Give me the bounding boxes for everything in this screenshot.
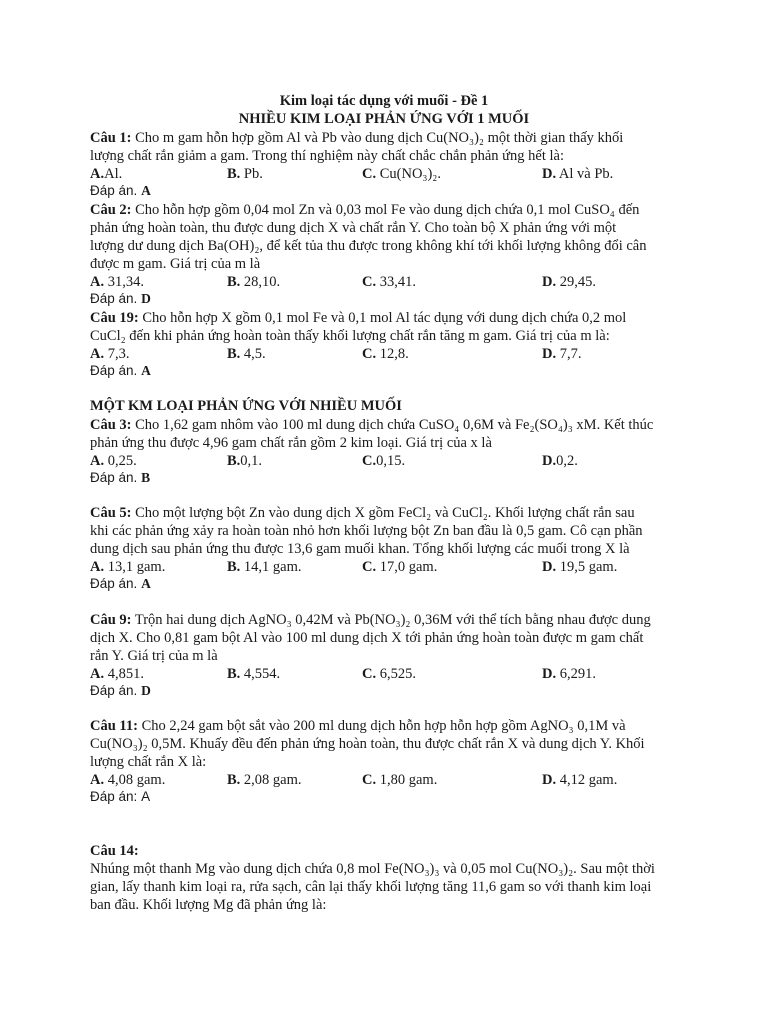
answer-line: Đáp án. A xyxy=(90,363,151,378)
question-text: lượng chất rắn giảm a gam. Trong thí nghiệm này chất chắc chắn phản ứng hết là: xyxy=(90,148,564,164)
option-d: D. 19,5 gam. xyxy=(542,559,618,575)
answer-line: Đáp án. D xyxy=(90,683,151,698)
option-d: D. 4,12 gam. xyxy=(542,772,618,788)
question-text: khi các phản ứng xảy ra hoàn toàn nhỏ hơn khối lượng bột Zn ban đầu là 0,5 gam. Cô cạn phần xyxy=(90,523,643,539)
question-text: dung dịch sau phản ứng thu được 13,6 gam muối khan. Tổng khối lượng các muối trong X là xyxy=(90,541,630,557)
option-c: C. 6,525. xyxy=(362,666,416,682)
question-text: Cho hỗn hợp gồm 0,04 mol Zn và 0,03 mol Fe vào dung dịch chứa 0,1 mol CuSO₄ đến xyxy=(131,202,640,218)
option-a: A. 31,34. xyxy=(90,274,144,290)
question-text: lượng dư dung dịch Ba(OH)₂, để kết tủa thu được trong không khí tới khối lượng không đổi cân xyxy=(90,238,647,254)
question-label: Câu 19: xyxy=(90,310,139,326)
option-a: A.Al. xyxy=(90,166,123,182)
option-b: B. Pb. xyxy=(227,166,263,182)
answer-line: Đáp án: A xyxy=(90,789,151,804)
option-b: B. 14,1 gam. xyxy=(227,559,302,575)
question-label: Câu 2: xyxy=(90,202,132,218)
option-d: D.0,2. xyxy=(542,453,578,469)
option-c: C. 17,0 gam. xyxy=(362,559,438,575)
option-a: A. 13,1 gam. xyxy=(90,559,166,575)
question-label: Câu 14: xyxy=(90,843,139,859)
option-d: D. Al và Pb. xyxy=(542,166,614,182)
question-text: Cho hỗn hợp X gồm 0,1 mol Fe và 0,1 mol Al tác dụng với dung dịch chứa 0,2 mol xyxy=(138,310,627,326)
option-d: D. 29,45. xyxy=(542,274,596,290)
option-a: A. 4,08 gam. xyxy=(90,772,166,788)
option-c: C.0,15. xyxy=(362,453,406,469)
question-label: Câu 1: xyxy=(90,130,132,146)
option-b: B. 28,10. xyxy=(227,274,281,290)
option-b: B. 2,08 gam. xyxy=(227,772,302,788)
option-a: A. 7,3. xyxy=(90,346,130,362)
question-text: dịch X. Cho 0,81 gam bột Al vào 100 ml dung dịch X tới phản ứng hoàn toàn được m gam chất xyxy=(90,630,644,646)
question-text: rắn Y. Giá trị của m là xyxy=(90,648,218,664)
question-text: lượng chất rắn X là: xyxy=(90,754,207,770)
question-label: Câu 5: xyxy=(90,505,132,521)
option-d: D. 6,291. xyxy=(542,666,596,682)
question-text: được m gam. Giá trị của m là xyxy=(90,256,261,272)
question-text: Cho 2,24 gam bột sắt vào 200 ml dung dịch hỗn hợp hỗn hợp gồm AgNO₃ 0,1M và xyxy=(137,718,626,734)
section-heading-1: NHIỀU KIM LOẠI PHẢN ỨNG VỚI 1 MUỐI xyxy=(238,111,530,127)
answer-line: Đáp án. D xyxy=(90,291,151,306)
option-c: C. Cu(NO₃)₂. xyxy=(362,166,441,182)
question-text: Cho một lượng bột Zn vào dung dịch X gồm FeCl₂ và CuCl₂. Khối lượng chất rắn sau xyxy=(131,505,635,521)
question-text: Cho m gam hỗn hợp gồm Al và Pb vào dung dịch Cu(NO₃)₂ một thời gian thấy khối xyxy=(131,130,624,146)
question-text: phản ứng thu được 4,96 gam chất rắn gồm 2 kim loại. Giá trị của x là xyxy=(90,435,492,451)
answer-line: Đáp án. A xyxy=(90,576,151,591)
option-c: C. 1,80 gam. xyxy=(362,772,438,788)
option-c: C. 12,8. xyxy=(362,346,409,362)
question-text: Cu(NO₃)₂ 0,5M. Khuấy đều đến phản ứng hoàn toàn, thu được chất rắn X và dung dịch Y. Khối xyxy=(90,736,645,752)
question-text: Nhúng một thanh Mg vào dung dịch chứa 0,8 mol Fe(NO₃)₃ và 0,05 mol Cu(NO₃)₂. Sau một thời xyxy=(90,861,655,877)
question-label: Câu 9: xyxy=(90,612,132,628)
option-c: C. 33,41. xyxy=(362,274,416,290)
option-b: B. 4,554. xyxy=(227,666,281,682)
option-a: A. 4,851. xyxy=(90,666,144,682)
question-text: phản ứng hoàn toàn, thu được dung dịch X và chất rắn Y. Cho toàn bộ X phản ứng với một xyxy=(90,220,617,236)
option-d: D. 7,7. xyxy=(542,346,582,362)
option-a: A. 0,25. xyxy=(90,453,137,469)
document-title: Kim loại tác dụng với muối - Đề 1 xyxy=(279,93,489,109)
question-label: Câu 3: xyxy=(90,417,132,433)
question-text: Cho 1,62 gam nhôm vào 100 ml dung dịch chứa CuSO₄ 0,6M và Fe₂(SO₄)₃ xM. Kết thúc xyxy=(131,417,654,433)
option-b: B. 4,5. xyxy=(227,346,266,362)
question-text: Trộn hai dung dịch AgNO₃ 0,42M và Pb(NO₃)₂ 0,36M với thể tích bằng nhau được dung xyxy=(131,612,651,628)
section-heading-2: MỘT KM LOẠI PHẢN ỨNG VỚI NHIỀU MUỐI xyxy=(90,398,402,414)
question-text: CuCl₂ đến khi phản ứng hoàn toàn thấy khối lượng chất rắn tăng m gam. Giá trị của m là: xyxy=(90,328,610,344)
question-label: Câu 11: xyxy=(90,718,138,734)
answer-line: Đáp án. A xyxy=(90,183,151,198)
question-text: gian, lấy thanh kim loại ra, rửa sạch, cân lại thấy khối lượng tăng 11,6 gam so với thanh kim loại xyxy=(90,879,652,895)
option-b: B.0,1. xyxy=(227,453,263,469)
question-text: ban đầu. Khối lượng Mg đã phản ứng là: xyxy=(90,897,327,913)
answer-line: Đáp án. B xyxy=(90,470,151,485)
